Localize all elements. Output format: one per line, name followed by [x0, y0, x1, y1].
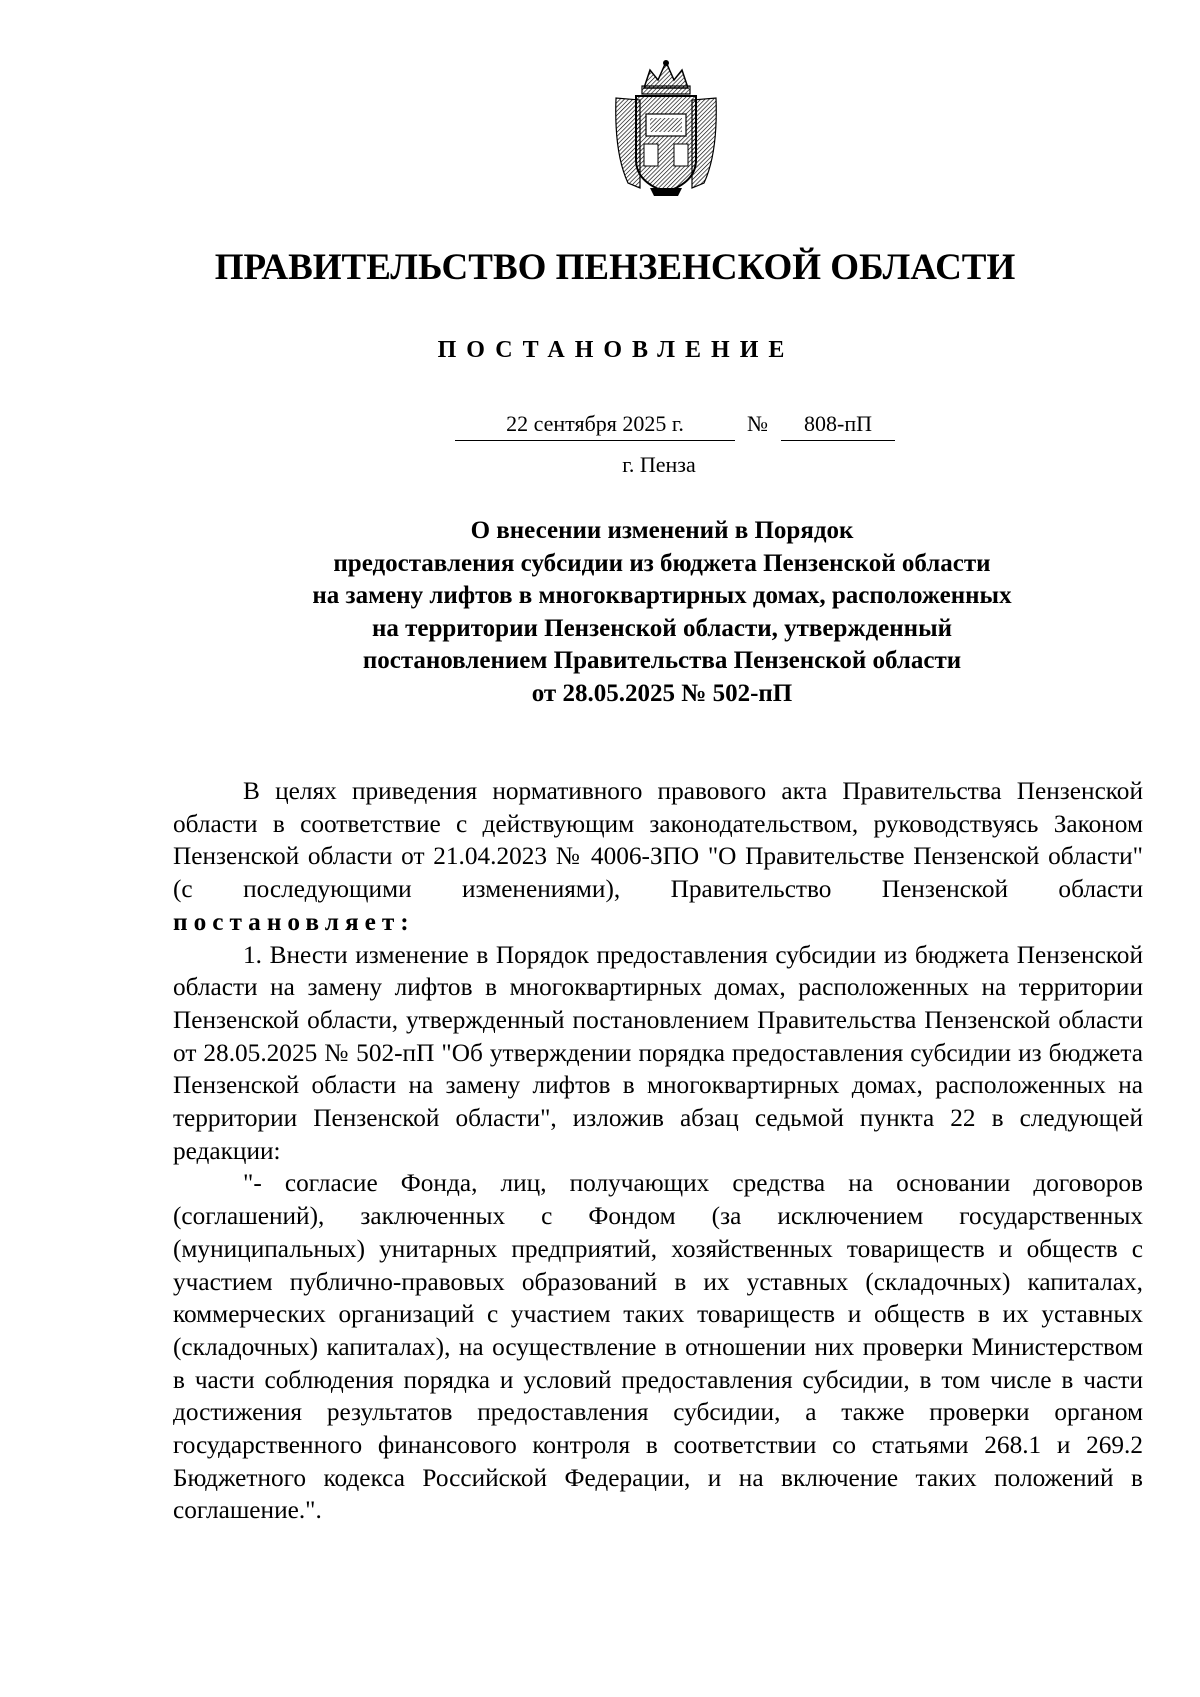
document-body: [173, 775, 1143, 1527]
subject-line: на замену лифтов в многоквартирных домах, расположенных: [312, 582, 1012, 609]
document-number: 808-пП: [781, 408, 895, 441]
subject-line: от 28.05.2025 № 502-пП: [531, 679, 793, 707]
subject-line: постановлением Правительства Пензенской области: [362, 647, 962, 674]
item-1-paragraph: 1. Внести изменение в Порядок предоставления субсидии из бюджета Пензенской области на замену лифтов в многоквартирных домах, расположенных на территории Пензенской области, утвержденный постановлением Правительства Пензенской области от 28.05.2025 № 502-пП "Об утверждении порядка предоставления субсидии из бюджета Пензенской области на замену лифтов в многоквартирных домах, расположенных на территории Пензенской области", изложив абзац седьмой пункта 22 в следующей редакции:: [173, 940, 1143, 1165]
resolves-word: постановляет:: [173, 907, 415, 936]
document-subject: [62, 515, 1200, 710]
government-name: ПРАВИТЕЛЬСТВО ПЕНЗЕНСКОЙ ОБЛАСТИ: [214, 247, 1016, 288]
subject-line: О внесении изменений в Порядок: [470, 517, 854, 544]
subject-line: на территории Пензенской области, утвержденный: [371, 614, 953, 642]
quoted-paragraph: "- согласие Фонда, лиц, получающих средства на основании договоров (соглашений), заключенных с Фондом (за исключением государственных (муниципальных) унитарных предприятий, хозяйственных товариществ и обществ с участием публично-правовых образований в их уставных (складочных) капиталах, коммерческих организаций с участием таких товариществ и обществ в их уставных (складочных) капиталах), на осуществление в отношении них проверки Министерством в части соблюдения порядка и условий предоставления субсидии, в том числе в части достижения результатов предоставления субсидии, а также проверки органом государственного финансового контроля в соответствии со статьями 268.1 и 269.2 Бюджетного кодекса Российской Федерации, и на включение таких положений в соглашение.".: [173, 1169, 1143, 1525]
number-sign: №: [747, 411, 768, 436]
document-date: 22 сентября 2025 г.: [455, 408, 735, 441]
document-city: г. Пенза: [622, 452, 696, 477]
subject-line: предоставления субсидии из бюджета Пензенской области: [333, 549, 991, 577]
preamble-text: В целях приведения нормативного правового акта Правительства Пензенской области в соответствие с действующим законодательством, руководствуясь Законом Пензенской области от 21.04.2023 № 4006-ЗПО "О Правительстве Пензенской области" (с последующими изменениями), Правительство Пензенской области: [173, 777, 1143, 904]
document-type: ПОСТАНОВЛЕНИЕ: [437, 337, 795, 363]
date-number-line: [0, 408, 1200, 444]
preamble-paragraph: [173, 775, 1143, 939]
penza-region-coat-of-arms-icon: [610, 58, 722, 198]
